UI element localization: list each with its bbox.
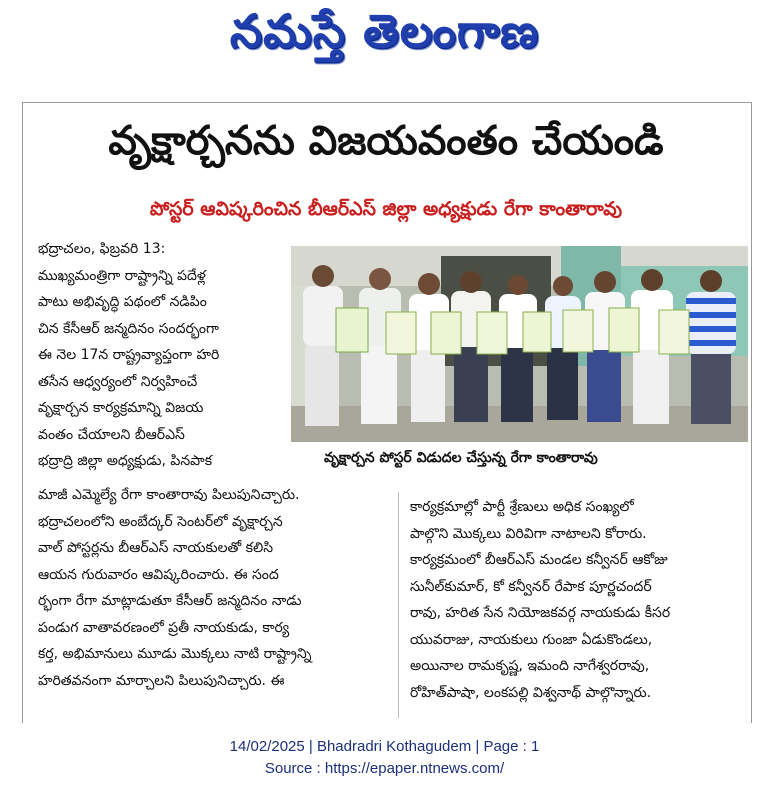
article-column-right: [410, 494, 748, 706]
article-column-left-top: [38, 236, 282, 475]
article-text-line: కార్యక్రమంలో బీఆర్ఎస్ మండల కన్వీనర్ ఆకోజు: [410, 552, 668, 568]
article-text-line: అయినాల రామకృష్ణ, ఇమంది నాగేశ్వరరావు,: [410, 658, 650, 674]
footer-date-edition: 14/02/2025 | Bhadradri Kothagudem | Page : 1: [229, 738, 540, 755]
article-text-line: ఆయన గురువారం ఆవిష్కరించారు. ఈ సంద: [38, 566, 279, 583]
article-text-line: సునీల్‌కుమార్, కో కన్వీనర్ రేపాక పూర్ణచందర్: [410, 578, 652, 595]
article-text-line: పండుగ వాతావరణంలో ప్రతీ నాయకుడు, కార్య: [38, 619, 290, 636]
article-text-line: ర్భంగా రేగా మాట్లాడుతూ కేసీఆర్ జన్మదినం నాడు: [38, 593, 302, 609]
news-photo: [291, 246, 748, 442]
article-text-line: భద్రాచలంలోని అంబేద్కర్ సెంటర్‌లో వృక్షార్చన: [38, 513, 283, 530]
article-text-line: తసేన ఆధ్వర్యంలో నిర్వహించే: [38, 373, 198, 390]
footer-source-link[interactable]: Source : https://epaper.ntnews.com/: [264, 760, 505, 777]
article-text-line: ముఖ్యమంత్రిగా రాష్ట్రాన్ని పదేళ్ల: [38, 267, 206, 284]
article-column-left-bottom: [38, 482, 390, 694]
people-with-poster-image: [291, 246, 748, 442]
article-text-line: వృక్షార్చన కార్యక్రమాన్ని విజయ: [38, 400, 204, 416]
article-text-line: కార్యక్రమాల్లో పార్టీ శ్రేణులు అధిక సంఖ్యలో: [410, 499, 634, 515]
article-text-line: హరితవనంగా మార్చాలని పిలుపునిచ్చారు. ఈ: [38, 672, 285, 689]
article-subheadline: పోస్టర్ ఆవిష్కరించిన బీఆర్ఎస్ జిల్లా అధ్యక్షుడు రేగా కాంతారావు: [149, 198, 623, 220]
article-text-line: మాజీ ఎమ్మెల్యే రేగా కాంతారావు పిలుపునిచ్చారు.: [38, 487, 300, 503]
article-text-line: భద్రాచలం, ఫిబ్రవరి 13:: [38, 241, 166, 257]
article-text-line: చిన కేసీఆర్ జన్మదినం సందర్భంగా: [38, 320, 219, 337]
article-text-line: వంతం చేయాలని బీఆర్ఎస్: [38, 426, 185, 443]
article-text-line: యువరాజు, నాయకులు గుంజా ఏడుకొండలు,: [410, 631, 653, 648]
photo-caption: వృక్షార్చన పోస్టర్ విడుదల చేస్తున్న రేగా కాంతారావు: [324, 450, 598, 466]
article-text-line: వాల్ పోస్టర్లను బీఆర్ఎస్ నాయకులతో కలిసి: [38, 540, 274, 556]
masthead-logo: నమస్తే తెలంగాణ: [229, 4, 540, 58]
article-text-line: రావు, హరిత సేన నియోజకవర్గ నాయకుడు కీసర: [410, 605, 671, 621]
article-text-line: కర్త, అభిమానులు మూడు మొక్కలు నాటి రాష్ట్రాన్ని: [38, 646, 312, 662]
article-text-line: ఈ నెల 17న రాష్ట్రవ్యాప్తంగా హరి: [38, 347, 220, 363]
article-text-line: పాల్గొని మొక్కలు విరివిగా నాటాలని కోరారు.: [410, 525, 647, 542]
article-text-line: రోహిత్‌పాషా, లంకపల్లి విశ్వనాథ్ పాల్గొన్నారు.: [410, 684, 652, 701]
article-headline: వృక్షార్చనను విజయవంతం చేయండి: [108, 118, 664, 164]
column-divider: [398, 492, 399, 718]
article-text-line: భద్రాద్రి జిల్లా అధ్యక్షుడు, పినపాక: [38, 453, 213, 469]
article-text-line: పాటు అభివృద్ధి పథంలో నడిపిం: [38, 294, 207, 310]
